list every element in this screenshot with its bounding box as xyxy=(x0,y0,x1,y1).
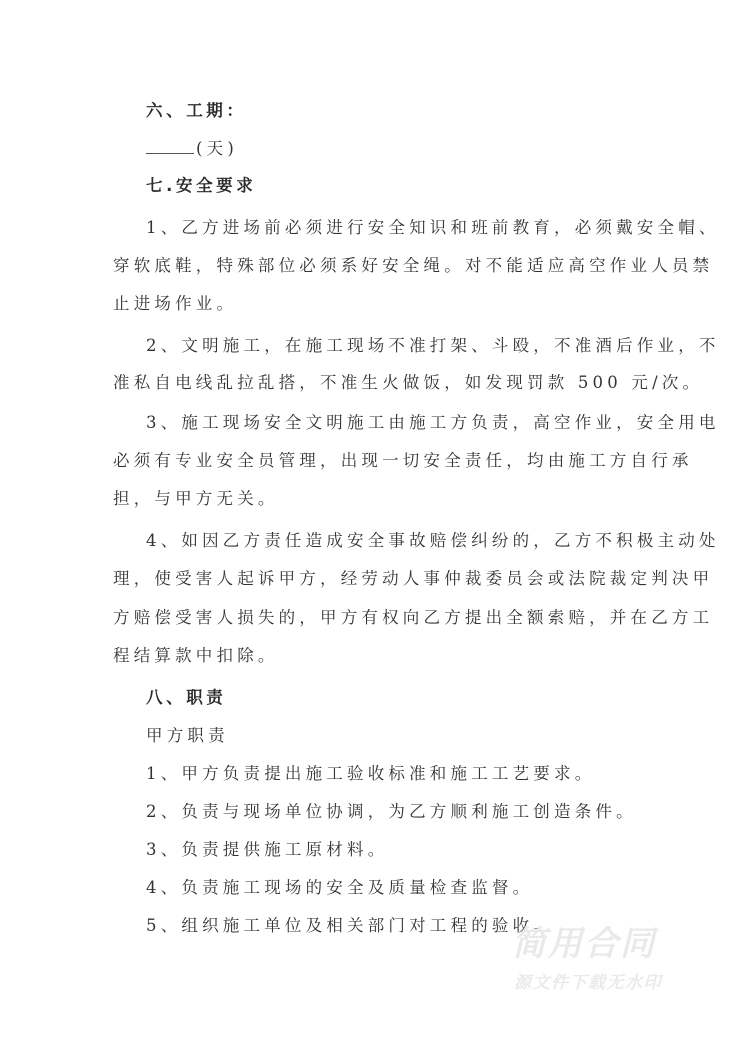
safety-item-3-line-2: 必须有专业安全员管理，出现一切安全责任，均由施工方自行承 xyxy=(113,451,693,470)
watermark-main: 简用合同 xyxy=(512,924,656,964)
duty-item-5: 5、组织施工单位及相关部门对工程的验收。 xyxy=(146,916,554,935)
safety-item-4-line-2: 理，使受害人起诉甲方，经劳动人事仲裁委员会或法院裁定判决甲 xyxy=(113,569,714,588)
duty-item-3: 3、负责提供施工原材料。 xyxy=(146,840,389,859)
party-a-duties-subheading: 甲方职责 xyxy=(146,726,229,745)
safety-item-1-line-2: 穿软底鞋，特殊部位必须系好安全绳。对不能适应高空作业人员禁 xyxy=(113,256,714,275)
duty-item-2: 2、负责与现场单位协调，为乙方顺利施工创造条件。 xyxy=(146,802,637,821)
duration-field xyxy=(146,139,238,159)
safety-item-4-line-4: 程结算款中扣除。 xyxy=(113,646,279,665)
section-8-heading: 八、职责 xyxy=(146,688,227,707)
safety-item-3-line-3: 担，与甲方无关。 xyxy=(113,489,279,508)
section-7-heading: 七.安全要求 xyxy=(146,176,257,195)
safety-item-2-line-1: 2、文明施工，在施工现场不准打架、斗殴，不准酒后作业，不 xyxy=(146,336,720,355)
safety-item-1-line-1: 1、乙方进场前必须进行安全知识和班前教育，必须戴安全帽、 xyxy=(146,218,720,237)
duration-blank[interactable] xyxy=(146,139,194,154)
safety-item-4-line-1: 4、如因乙方责任造成安全事故赔偿纠纷的，乙方不积极主动处 xyxy=(146,531,720,550)
duty-item-1: 1、甲方负责提出施工验收标准和施工工艺要求。 xyxy=(146,764,596,783)
safety-item-4-line-3: 方赔偿受害人损失的，甲方有权向乙方提出全额索赔，并在乙方工 xyxy=(113,608,714,627)
safety-item-3-line-1: 3、施工现场安全文明施工由施工方负责，高空作业，安全用电 xyxy=(146,413,720,432)
safety-item-1-line-3: 止进场作业。 xyxy=(113,294,238,313)
duration-unit: (天) xyxy=(196,139,238,158)
section-6-heading: 六、工期： xyxy=(146,101,247,120)
safety-item-2-line-2: 准私自电线乱拉乱搭，不准生火做饭，如发现罚款 500 元/次。 xyxy=(113,373,704,392)
duty-item-4: 4、负责施工现场的安全及质量检查监督。 xyxy=(146,878,534,897)
watermark-sub: 源文件下载无水印 xyxy=(514,973,662,993)
